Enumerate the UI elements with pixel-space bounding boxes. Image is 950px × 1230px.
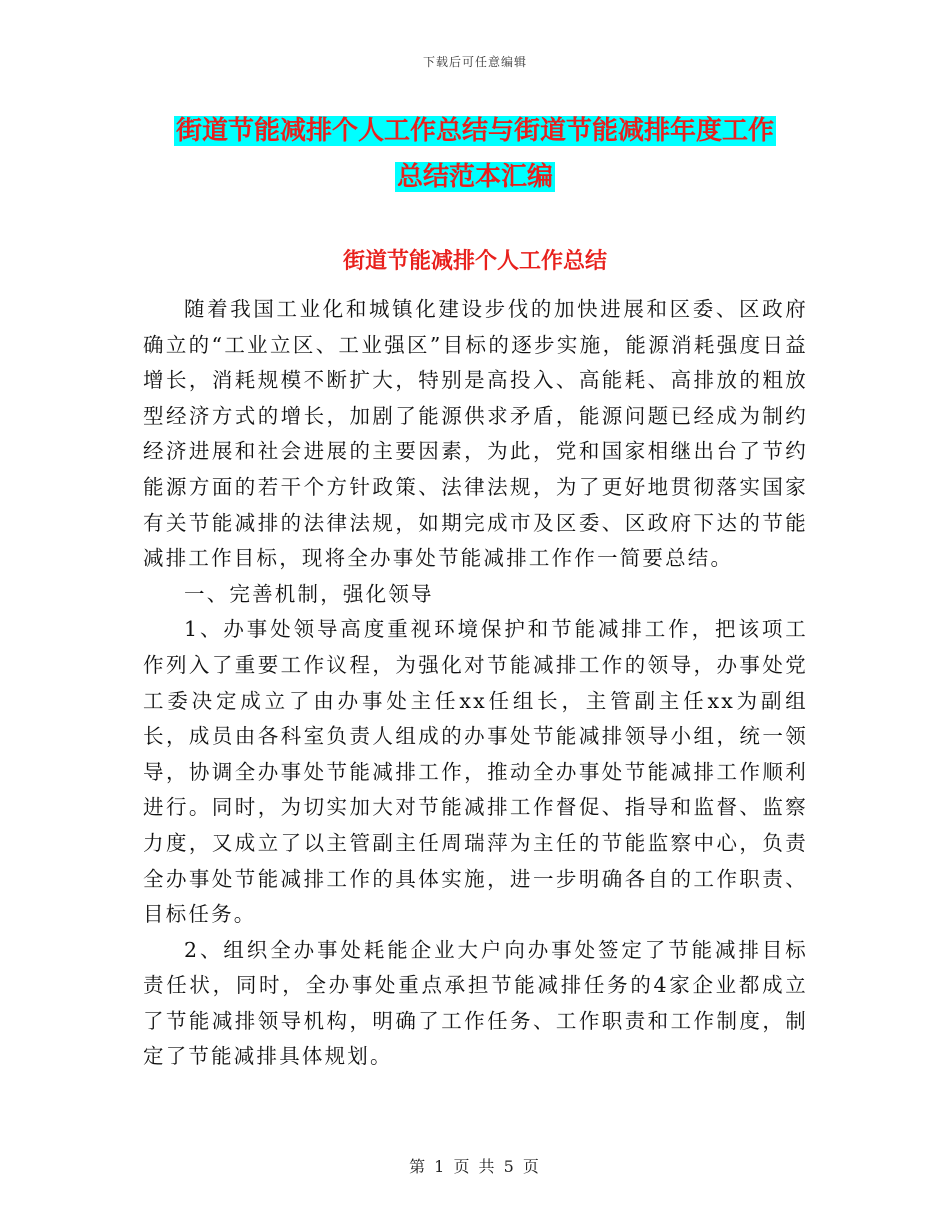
title-line-2: 总结范本汇编 xyxy=(396,162,553,192)
title-line-1: 街道节能减排个人工作总结与街道节能减排年度工作 xyxy=(175,116,774,146)
paragraph-item-2: 2、组织全办事处耗能企业大户向办事处签定了节能减排目标责任状，同时，全办事处重点承担节能减排任务的4家企业都成立了节能减排领导机构，明确了工作任务、工作职责和工作制度，制定了节能减排具体规划。 xyxy=(143,937,808,1069)
page-footer: 第 1 页 共 5 页 xyxy=(409,1157,541,1176)
paragraph-heading-1: 一、完善机制，强化领导 xyxy=(184,581,434,606)
page-header-note: 下载后可任意编辑 xyxy=(422,55,527,69)
paragraph-intro: 随着我国工业化和城镇化建设步伐的加快进展和区委、区政府确立的“工业立区、工业强区”目标的逐步实施，能源消耗强度日益增长，消耗规模不断扩大，特别是高投入、高能耗、高排放的粗放型经济方式的增长，加剧了能源供求矛盾，能源问题已经成为制约经济进展和社会进展的主要因素，为此，党和国家相继出台了节约能源方面的若干个方针政策、法律法规，为了更好地贯彻落实国家有关节能减排的法律法规，如期完成市及区委、区政府下达的节能减排工作目标，现将全办事处节能减排工作作一简要总结。 xyxy=(143,297,808,571)
document-title xyxy=(0,108,950,200)
paragraph-item-1: 1、办事处领导高度重视环境保护和节能减排工作，把该项工作列入了重要工作议程，为强化对节能减排工作的领导，办事处党工委决定成立了由办事处主任xx任组长，主管副主任xx为副组长，成员由各科室负责人组成的办事处节能减排领导小组，统一领导，协调全办事处节能减排工作，推动全办事处节能减排工作顺利进行。同时，为切实加大对节能减排工作督促、指导和监督、监察力度，又成立了以主管副主任周瑞萍为主任的节能监察中心，负责全办事处节能减排工作的具体实施，进一步明确各自的工作职责、目标任务。 xyxy=(143,617,808,927)
body-text xyxy=(143,292,808,1075)
section-title: 街道节能减排个人工作总结 xyxy=(342,249,607,274)
